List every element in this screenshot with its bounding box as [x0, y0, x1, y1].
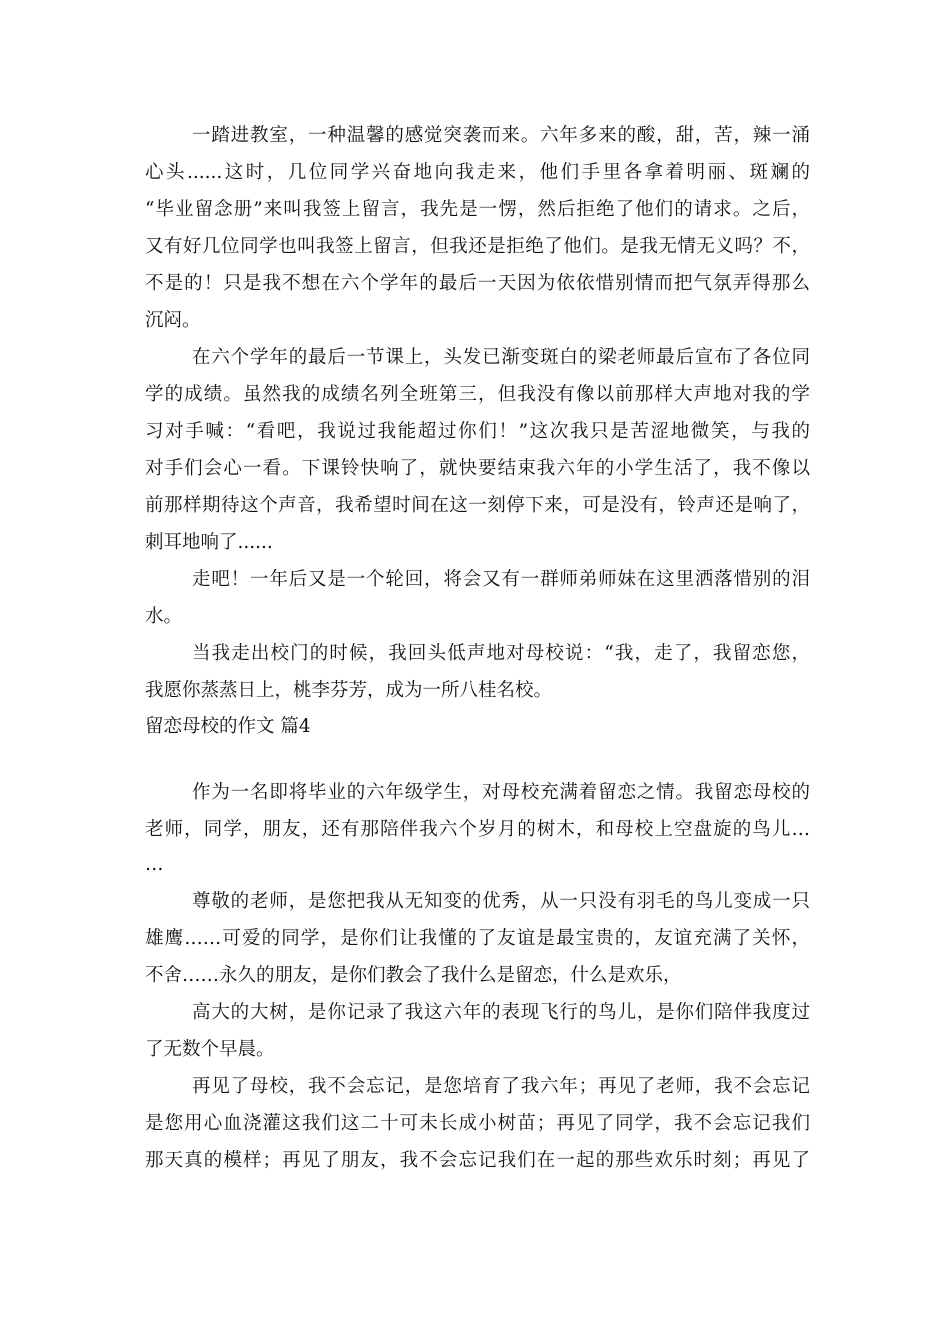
text-line: 习对手喊：“看吧，我说过我能超过你们！”这次我只是苦涩地微笑，与我的 [145, 421, 810, 442]
text-line: 一踏进教室，一种温馨的感觉突袭而来。六年多来的酸，甜，苦，辣一涌 [192, 125, 810, 146]
text-line: 不舍……永久的朋友，是你们教会了我什么是留恋，什么是欢乐， [145, 965, 682, 986]
text-line: “毕业留念册”来叫我签上留言，我先是一愣，然后拒绝了他们的请求。之后， [145, 199, 810, 220]
text-line: 沉闷。 [145, 310, 201, 331]
text-line: 是您用心血浇灌这我们这二十可未长成小树苗；再见了同学，我不会忘记我们 [145, 1113, 810, 1134]
text-line: 老师，同学，朋友，还有那陪伴我六个岁月的树木，和母校上空盘旋的鸟儿… [145, 819, 810, 840]
text-line: 当我走出校门的时候，我回头低声地对母校说：“我，走了，我留恋您， [192, 643, 810, 664]
text-line: 高大的大树，是你记录了我这六年的表现飞行的鸟儿，是你们陪伴我度过 [192, 1002, 810, 1023]
text-line: 尊敬的老师，是您把我从无知变的优秀，从一只没有羽毛的鸟儿变成一只 [192, 891, 810, 912]
text-line: 再见了母校，我不会忘记，是您培育了我六年；再见了老师，我不会忘记 [192, 1076, 810, 1097]
text-line: 心头......这时，几位同学兴奋地向我走来，他们手里各拿着明丽、斑斓的 [145, 162, 810, 183]
text-line: … [145, 854, 164, 875]
text-line: 那天真的模样；再见了朋友，我不会忘记我们在一起的那些欢乐时刻；再见了 [145, 1150, 810, 1171]
text-line: 水。 [145, 606, 183, 627]
text-line: 作为一名即将毕业的六年级学生，对母校充满着留恋之情。我留恋母校的 [192, 782, 810, 803]
text-line: 我愿你蒸蒸日上，桃李芬芳，成为一所八桂名校。 [145, 680, 553, 701]
text-line: 刺耳地响了...... [145, 532, 273, 553]
text-line: 又有好几位同学也叫我签上留言，但我还是拒绝了他们。是我无情无义吗？不， [145, 236, 810, 257]
section-heading: 留恋母校的作文 篇4 [145, 716, 311, 737]
text-line: 雄鹰……可爱的同学，是你们让我懂的了友谊是最宝贵的，友谊充满了关怀， [145, 928, 810, 949]
text-line: 了无数个早晨。 [145, 1039, 275, 1060]
text-line: 在六个学年的最后一节课上，头发已渐变斑白的梁老师最后宣布了各位同 [192, 347, 810, 368]
text-line: 前那样期待这个声音，我希望时间在这一刻停下来，可是没有，铃声还是响了， [145, 495, 810, 516]
text-line: 学的成绩。虽然我的成绩名列全班第三，但我没有像以前那样大声地对我的学 [145, 384, 810, 405]
text-line: 走吧！一年后又是一个轮回，将会又有一群师弟师妹在这里洒落惜别的泪 [192, 569, 810, 590]
text-line: 不是的！只是我不想在六个学年的最后一天因为依依惜别情而把气氛弄得那么 [145, 273, 810, 294]
text-line: 对手们会心一看。下课铃快响了，就快要结束我六年的小学生活了，我不像以 [145, 458, 810, 479]
